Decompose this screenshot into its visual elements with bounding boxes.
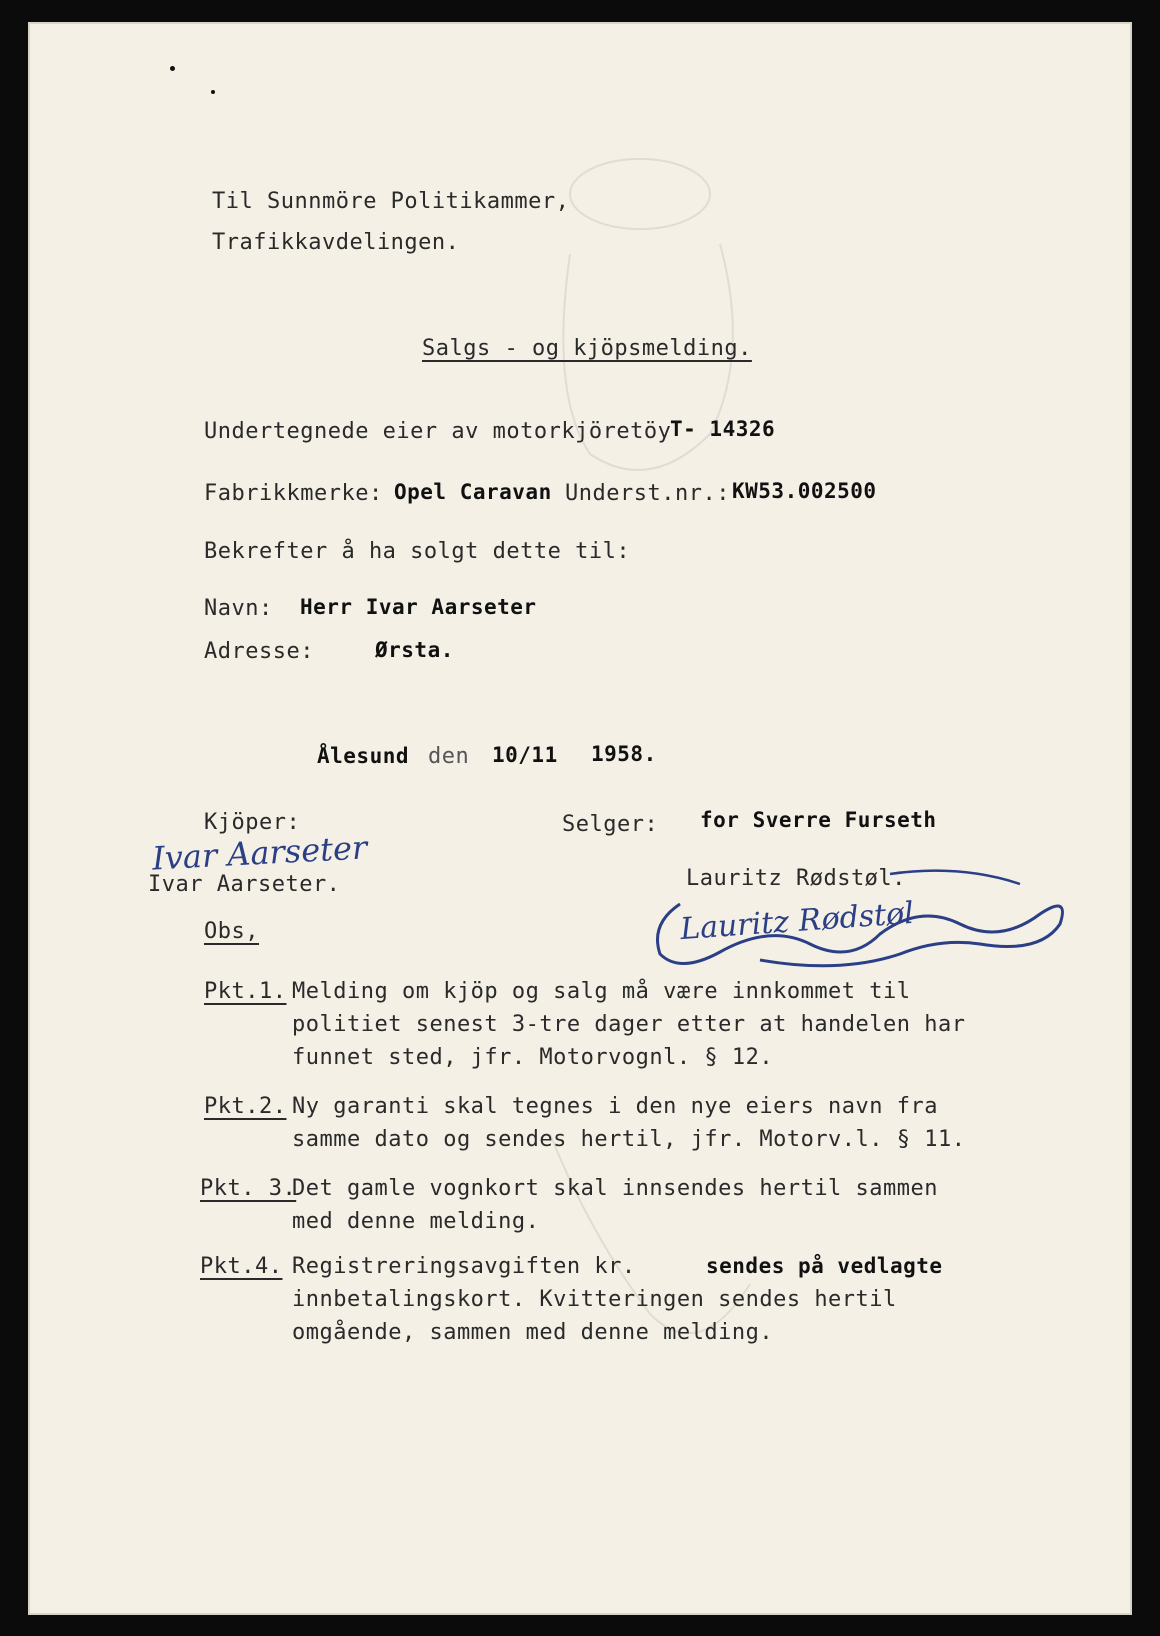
buyer-typed-name: Ivar Aarseter. xyxy=(148,872,341,897)
point-line: politiet senest 3-tre dager etter at handelen har xyxy=(292,1012,966,1037)
point-line: Ny garanti skal tegnes i den nye eiers navn fra xyxy=(292,1094,939,1119)
seller-label: Selger: xyxy=(562,812,659,837)
addressee-line-1: Til Sunnmöre Politikammer, xyxy=(212,189,570,214)
point-line: innbetalingskort. Kvitteringen sendes hertil xyxy=(292,1287,897,1312)
place: Ålesund xyxy=(317,744,410,768)
year: 1958. xyxy=(591,742,657,766)
point-line: med denne melding. xyxy=(292,1209,540,1234)
point-line: funnet sted, jfr. Motorvognl. § 12. xyxy=(292,1045,774,1070)
registration-number: T- 14326 xyxy=(670,417,776,441)
chassis-label: Underst.nr.: xyxy=(565,481,730,506)
ink-speck xyxy=(170,66,175,71)
document-page xyxy=(28,22,1132,1615)
point-line: Registreringsavgiften kr. xyxy=(292,1254,636,1279)
confirmation-line: Bekrefter å ha solgt dette til: xyxy=(204,539,631,564)
point-line: Det gamle vognkort skal innsendes hertil sammen xyxy=(292,1176,939,1201)
obs-heading: Obs, xyxy=(204,919,259,944)
point-line-tail: sendes på vedlagte xyxy=(706,1254,943,1278)
document-title: Salgs - og kjöpsmelding. xyxy=(422,336,752,361)
point-line: Melding om kjöp og salg må være innkommet til xyxy=(292,979,911,1004)
point-label: Pkt.1. xyxy=(204,979,287,1004)
address-label: Adresse: xyxy=(204,639,314,664)
buyer-name: Herr Ivar Aarseter xyxy=(300,595,537,619)
buyer-address: Ørsta. xyxy=(375,638,454,662)
seller-for: for Sverre Furseth xyxy=(700,808,937,832)
name-label: Navn: xyxy=(204,596,273,621)
buyer-label: Kjöper: xyxy=(204,810,301,835)
make-label: Fabrikkmerke: xyxy=(204,481,383,506)
seller-signature: Lauritz Rødstøl xyxy=(679,895,915,948)
ink-speck xyxy=(211,90,215,94)
point-line: samme dato og sendes hertil, jfr. Motorv.l. § 11. xyxy=(292,1127,966,1152)
point-label: Pkt.2. xyxy=(204,1094,287,1119)
make-value: Opel Caravan xyxy=(394,480,552,504)
point-label: Pkt. 3. xyxy=(200,1176,297,1201)
point-line: omgående, sammen med denne melding. xyxy=(292,1320,774,1345)
date-connector: den xyxy=(428,744,470,769)
chassis-value: KW53.002500 xyxy=(732,479,877,503)
buyer-signature: Ivar Aarseter xyxy=(151,828,369,878)
point-label: Pkt.4. xyxy=(200,1254,283,1279)
owner-statement: Undertegnede eier av motorkjöretöy xyxy=(204,419,672,444)
seller-typed-name: Lauritz Rødstøl. xyxy=(686,866,906,891)
date: 10/11 xyxy=(492,743,558,767)
addressee-line-2: Trafikkavdelingen. xyxy=(212,230,460,255)
